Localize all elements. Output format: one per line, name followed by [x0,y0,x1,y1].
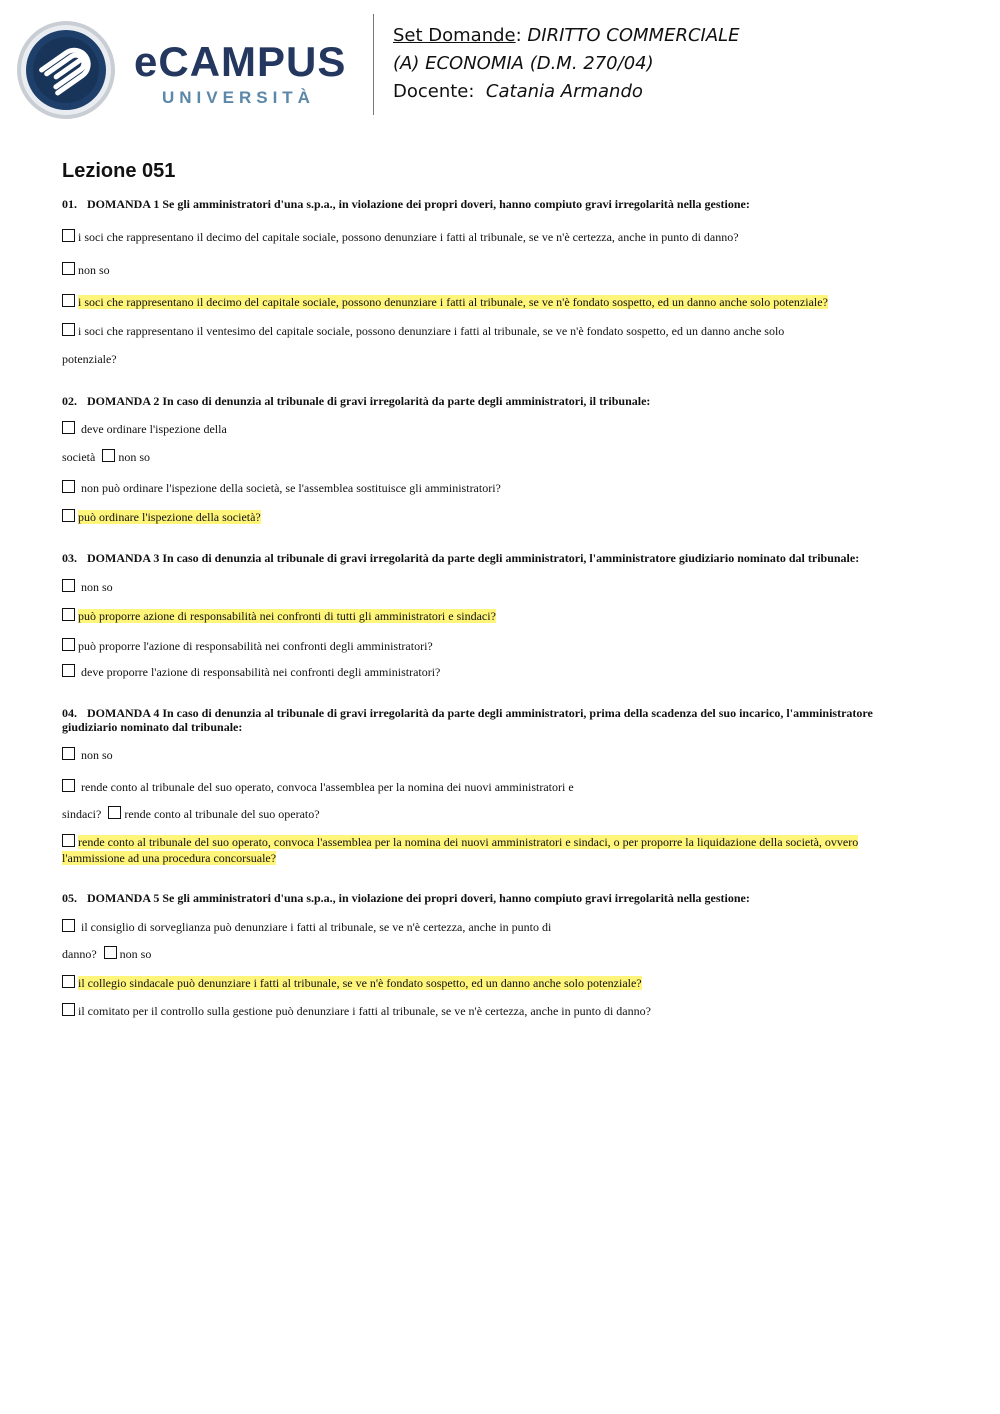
option-row [62,480,501,496]
lesson-title: Lezione 051 [62,160,176,182]
option-text-highlighted: il collegio sindacale può denunziare i fatti al tribunale, se ve n'è fondato sospetto, ed un danno anche solo potenziale? [78,976,642,990]
option-checkbox[interactable] [62,323,75,336]
question-4 [62,706,922,734]
set-value-line2: (A) ECONOMIA (D.M. 270/04) [393,53,654,74]
question-text: DOMANDA 1 Se gli amministratori d'una s.p.a., in violazione dei propri doveri, hanno compiuto gravi irregolarità nella gestione: [87,197,750,211]
option-row [62,638,433,654]
option-checkbox[interactable] [62,480,75,493]
set-line-2 [393,50,740,78]
option-text: deve proporre l'azione di responsabilità nei confronti degli amministratori? [81,665,441,679]
option-continuation: società [62,450,96,464]
option-checkbox[interactable] [62,294,75,307]
teacher-value: Catania Armando [485,81,643,102]
option-checkbox[interactable] [102,449,115,462]
option-text: il comitato per il controllo sulla gestione può denunziare i fatti al tribunale, se ve n'è certezza, anche in punto di danno? [78,1004,651,1018]
option-checkbox[interactable] [108,806,121,819]
set-label: Set Domande [393,25,516,46]
option-checkbox[interactable] [62,229,75,242]
option-text-highlighted: rende conto al tribunale del suo operato, convoca l'assemblea per la nomina dei nuovi amministratori e sindaci, o per proporre la liquidazione della società, ovvero l'ammissione ad una procedura concorsuale? [62,835,859,865]
option-row-highlighted [62,294,828,310]
option-continuation: sindaci? [62,807,102,821]
option-row [62,779,574,795]
option-row [62,747,113,763]
option-text-highlighted: può proporre azione di responsabilità nei confronti di tutti gli amministratori e sindaci? [78,609,496,623]
option-checkbox[interactable] [62,664,75,677]
option-text: rende conto al tribunale del suo operato, convoca l'assemblea per la nomina dei nuovi amministratori e [81,780,574,794]
header-info [393,22,740,106]
question-number: 03. [62,551,77,565]
option-row [62,262,110,278]
option-text: non so [81,748,113,762]
option-continuation: danno? [62,947,97,961]
option-row [62,919,551,935]
option-text: rende conto al tribunale del suo operato? [124,807,320,821]
option-text: non so [119,947,152,961]
option-row [62,1003,651,1019]
question-text: DOMANDA 4 In caso di denunzia al tribunale di gravi irregolarità da parte degli amministratori, prima della scadenza del suo incarico, l'amministratore giudiziario nominato dal tribunale: [62,706,873,734]
option-row [62,421,227,437]
option-text-highlighted: i soci che rappresentano il decimo del capitale sociale, possono denunziare i fatti al tribunale, se ve n'è fondato sospetto, ed un danno anche solo potenziale? [78,295,828,309]
option-continuation: potenziale? [62,352,117,366]
option-row [62,579,113,595]
set-value: DIRITTO COMMERCIALE [527,25,740,46]
set-line: Set Domande: DIRITTO COMMERCIALE [393,25,740,46]
option-row [62,946,151,962]
option-text: può proporre l'azione di responsabilità nei confronti degli amministratori? [78,639,433,653]
option-checkbox[interactable] [62,579,75,592]
question-number: 01. [62,197,77,211]
question-number: 04. [62,706,77,720]
option-checkbox[interactable] [62,747,75,760]
ecampus-wordmark: eCAMPUS [134,38,347,85]
universita-wordmark: UNIVERSITÀ [162,88,315,107]
option-row [62,449,150,465]
question-text: DOMANDA 5 Se gli amministratori d'una s.p.a., in violazione dei propri doveri, hanno compiuto gravi irregolarità nella gestione: [87,891,750,905]
question-1 [62,197,922,211]
option-text: i soci che rappresentano il ventesimo del capitale sociale, possono denunziare i fatti al tribunale, se ve n'è fondato sospetto, ed un danno anche solo [78,324,785,338]
option-row-highlighted [62,608,496,624]
option-checkbox[interactable] [62,638,75,651]
question-3 [62,551,922,565]
option-checkbox[interactable] [62,421,75,434]
option-checkbox[interactable] [62,608,75,621]
option-checkbox[interactable] [62,919,75,932]
option-row-highlighted [62,834,922,866]
header-divider [373,14,374,115]
question-text: DOMANDA 2 In caso di denunzia al tribunale di gravi irregolarità da parte degli amministratori, il tribunale: [87,394,651,408]
question-number: 05. [62,891,77,905]
option-checkbox[interactable] [62,509,75,522]
option-checkbox[interactable] [104,946,117,959]
option-text: deve ordinare l'ispezione della [81,422,227,436]
option-text: il consiglio di sorveglianza può denunziare i fatti al tribunale, se ve n'è certezza, anche in punto di [81,920,552,934]
option-checkbox[interactable] [62,262,75,275]
option-text: non so [78,263,110,277]
question-number: 02. [62,394,77,408]
option-text-highlighted: può ordinare l'ispezione della società? [78,510,261,524]
option-row [62,806,320,822]
option-checkbox[interactable] [62,975,75,988]
ecampus-logo-emblem [16,20,116,120]
question-5 [62,891,922,905]
option-text: i soci che rappresentano il decimo del capitale sociale, possono denunziare i fatti al tribunale, se ve n'è certezza, anche in punto di danno? [78,230,739,244]
option-checkbox[interactable] [62,779,75,792]
teacher-line [393,78,740,106]
option-checkbox[interactable] [62,1003,75,1016]
option-text: non so [118,450,150,464]
option-row-highlighted [62,509,261,525]
option-row-highlighted [62,975,642,991]
question-text: DOMANDA 3 In caso di denunzia al tribunale di gravi irregolarità da parte degli amministratori, l'amministratore giudiziario nominato dal tribunale: [87,551,860,565]
teacher-label: Docente: [393,81,475,102]
option-row [62,323,784,339]
question-2 [62,394,922,408]
option-checkbox[interactable] [62,834,75,847]
option-row [62,229,739,245]
option-text: non so [81,580,113,594]
option-text: non può ordinare l'ispezione della società, se l'assemblea sostituisce gli amministratori? [81,481,501,495]
option-row [62,664,440,680]
